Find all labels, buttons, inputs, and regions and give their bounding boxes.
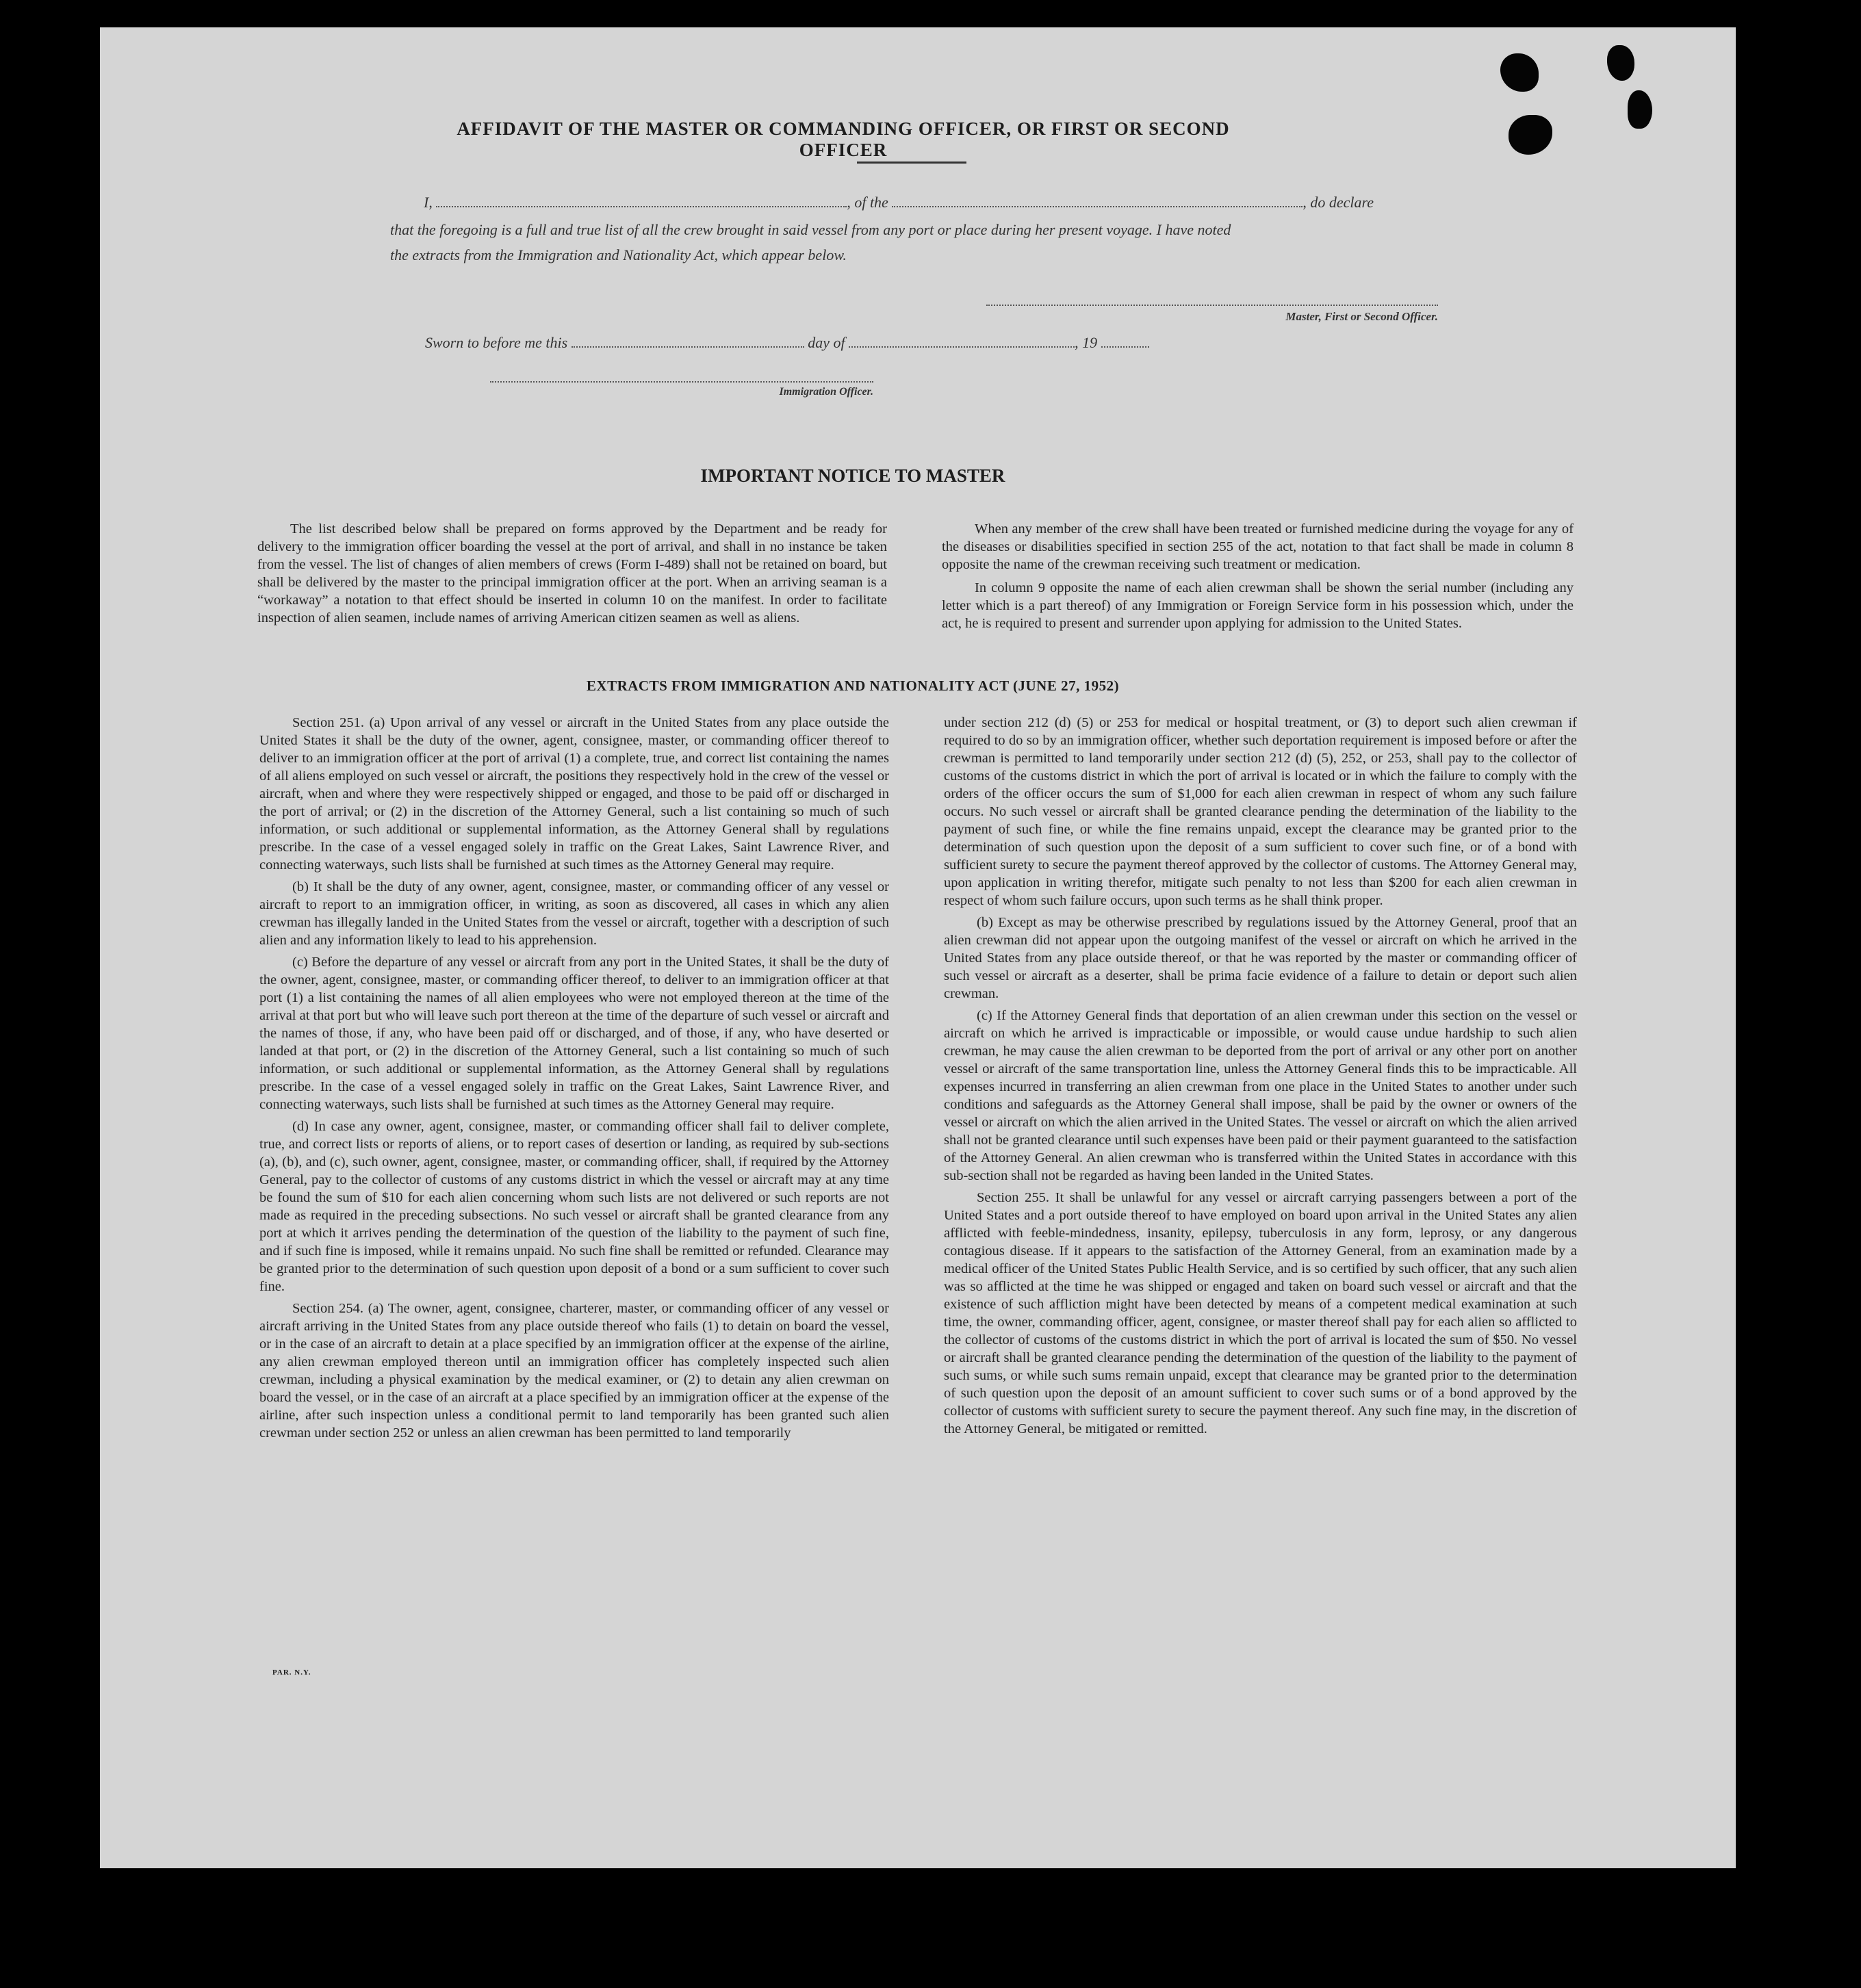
extracts-title: EXTRACTS FROM IMMIGRATION AND NATIONALITY ACT (JUNE 27, 1952) xyxy=(586,677,1120,694)
declarant-name-blank xyxy=(436,196,847,207)
torn-corner-mark xyxy=(1628,90,1652,129)
notice-right-column xyxy=(942,520,1574,632)
declaration-text-line-2: that the foregoing is a full and true list of all the crew brought in said vessel from any port or place during her present voyage. I have noted xyxy=(390,221,1231,238)
document-page xyxy=(100,27,1736,1868)
sworn-line xyxy=(425,334,1315,352)
sworn-year-text: , 19 xyxy=(1075,334,1098,351)
immigration-officer-signature-line xyxy=(490,381,873,383)
declaration-line xyxy=(424,194,1546,211)
section-251-a: Section 251. (a) Upon arrival of any vessel or aircraft in the United States from any place outside the United States it shall be the duty of the owner, agent, consignee, master, or commanding officer thereof to deliver to an immigration officer at the port of arrival (1) a complete, true, and correct list containing the names of all aliens employed on such vessel or aircraft, the positions they respectively hold in the crew of the vessel or aircraft, when and where they were respectively shipped or engaged, and those to be paid off or discharged in the port of arrival; or (2) in the discretion of the Attorney General, such a list containing so much of such information, or such additional or supplemental information, as the Attorney General shall by regulations prescribe. In the case of a vessel engaged solely in traffic on the Great Lakes, Saint Lawrence River, and connecting waterways, such lists shall be furnished at such times as the Attorney General may require. xyxy=(259,715,889,873)
notice-paragraph: In column 9 opposite the name of each alien crewman shall be shown the serial number (including any letter which is a part thereof) of any Immigration or Foreign Service form in his possession which, under the act, he is required to present and surrender upon applying for admission to the United States. xyxy=(942,580,1574,631)
section-254-a-continued: under section 212 (d) (5) or 253 for medical or hospital treatment, or (3) to deport such alien crewman if required to do so by an immigration officer, whether such deportation requirement is imposed before or after the crewman is permitted to land temporarily under section 212 (d) (5), 252, or 253, shall pay to the collector of customs of the customs district in which the port of arrival is located or in which the failure to comply with the orders of the officer occurs the sum of $1,000 for each alien crewman in respect of whom any such failure occurs. No such vessel or aircraft shall be granted clearance pending the determination of the liability to the payment of such fine, or while the fine remains unpaid, except the clearance may be granted prior to the determination of such question upon the deposit of a sum sufficient to cover such fine, or of a bond with sufficient surety to secure the payment thereof approved by the collector of customs. The Attorney General may, upon application in writing therefor, mitigate such penalty to not less than $200 for each alien crewman in respect of whom such failure occurs, upon such terms as he shall think proper. xyxy=(944,715,1577,908)
extracts-left-column xyxy=(259,714,889,1442)
sworn-year-blank xyxy=(1101,337,1149,348)
affidavit-title: AFFIDAVIT OF THE MASTER OR COMMANDING OFFICER, OR FIRST OR SECOND OFFICER xyxy=(457,118,1230,160)
printer-code: PAR. N.Y. xyxy=(272,1668,311,1677)
section-254-c: (c) If the Attorney General finds that deportation of an alien crewman under this section on the vessel or aircraft on which he arrived is impracticable or impossible, or would cause undue hardship to such alien crewman, he may cause the alien crewman to be deported from the port of arrival or any other port on another vessel or aircraft of the same transportation line, unless the Attorney General finds this to be impracticable. All expenses incurred in transferring an alien crewman from one place in the United States to another under such conditions and safeguards as the Attorney General shall impose, shall be paid by the owner or owners of the vessel or aircraft on which the alien arrived in the United States. The vessel or aircraft on which the alien arrived shall not be granted clearance until such expenses have been paid or their payment guaranteed to the satisfaction of the Attorney General. An alien crewman who is transferred within the United States in accordance with this sub-section shall not be regarded as having been landed in the United States. xyxy=(944,1008,1577,1183)
sworn-day-blank xyxy=(572,337,804,348)
sworn-prefix: Sworn to before me this xyxy=(425,334,568,351)
notice-paragraph: The list described below shall be prepared on forms approved by the Department and be ready for delivery to the immigration officer boarding the vessel at the port of arrival, and shall in no instance be taken from the vessel. The list of changes of alien members of crews (Form I-489) shall not be retained on board, but shall be delivered by the master to the principal immigration officer at the port. When an arriving seaman is a “workaway” a notation to that effect should be inserted in column 10 on the manifest. In order to facilitate inspection of alien seamen, include names of arriving American citizen seamen as well as aliens. xyxy=(257,521,887,625)
section-255: Section 255. It shall be unlawful for any vessel or aircraft carrying passengers between a port of the United States and a port outside thereof to have employed on board upon arrival in the United States any alien afflicted with feeble-mindedness, insanity, epilepsy, tuberculosis in any form, leprosy, or any dangerous contagious disease. If it appears to the satisfaction of the Attorney General, from an examination made by a medical officer of the United States Public Health Service, and is so certified by such officer, that any such alien was so afflicted at the time he was shipped or engaged and taken on board such vessel or aircraft and that the existence of such affliction might have been detected by means of a competent medical examination at such time, the owner, commanding officer, agent, consignee, or master thereof shall pay for each alien so afflicted to the collector of customs of the customs district in which the port of arrival is located the sum of $50. No vessel or aircraft shall be granted clearance pending the determination of the question of the liability to the payment of such sums, or while such sums remain unpaid, except that clearance may be granted prior to the determination of such question upon the deposit of an amount sufficient to cover such sums or of a bond approved by the collector of customs with sufficient surety to secure the payment thereof. Any such fine may, in the discretion of the Attorney General, be mitigated or remitted. xyxy=(944,1190,1577,1436)
torn-corner-mark xyxy=(1500,53,1539,92)
vessel-name-blank xyxy=(892,196,1302,207)
extracts-right-column xyxy=(944,714,1577,1438)
section-251-c: (c) Before the departure of any vessel or aircraft from any port in the United States, it shall be the duty of the owner, agent, consignee, master, or commanding officer thereof, to deliver to an immigration officer at that port (1) a list containing the names of all alien employees who were not employed thereon at the time of the arrival at that port but who will leave such port thereon at the time of the departure of such vessel or aircraft and the names of those, if any, who have been paid off or discharged, and of those, if any, who have deserted or landed at that port, or (2) in the discretion of the Attorney General, such a list containing so much of such information, or such additional or supplemental information, as the Attorney General shall by regulations prescribe. In the case of a vessel engaged solely in traffic on the Great Lakes, Saint Lawrence River, and connecting waterways, such lists shall be furnished at such times as the Attorney General may require. xyxy=(259,955,889,1112)
torn-corner-mark xyxy=(1509,115,1552,155)
master-signature-label: Master, First or Second Officer. xyxy=(1285,310,1438,323)
declarant-prefix: I, xyxy=(424,194,433,211)
do-declare-text: , do declare xyxy=(1302,194,1374,211)
section-251-b: (b) It shall be the duty of any owner, agent, consignee, master, or commanding officer of any vessel or aircraft to report to an immigration officer, in writing, as soon as discovered, all cases in which any alien crewman has illegally landed in the United States from the vessel or aircraft, together with a description of such alien and any information likely to lead to his apprehension. xyxy=(259,879,889,948)
of-the-text: , of the xyxy=(847,194,888,211)
title-rule xyxy=(857,162,966,164)
section-254-a: Section 254. (a) The owner, agent, consignee, charterer, master, or commanding officer of any vessel or aircraft arriving in the United States from any place outside thereof who fails (1) to detain on board the vessel, or in the case of an aircraft to detain at a place specified by an immigration officer at the expense of the airline, any alien crewman employed thereon until an immigration officer has completely inspected such alien crewman, including a physical examination by the medical examiner, or (2) to detain any alien crewman on board the vessel, or in the case of an aircraft at a place specified by an immigration officer at the expense of the airline, after such inspection unless a conditional permit to land temporarily has been granted such alien crewman under section 252 or unless an alien crewman has been permitted to land temporarily xyxy=(259,1301,889,1441)
day-of-text: day of xyxy=(808,334,845,351)
sworn-month-blank xyxy=(849,337,1075,348)
section-254-b: (b) Except as may be otherwise prescribed by regulations issued by the Attorney General, proof that an alien crewman did not appear upon the outgoing manifest of the vessel or aircraft on which he arrived in the United States from any place outside thereof, or that he was reported by the master or commanding officer of such vessel or aircraft as a deserter, shall be prima facie evidence of a failure to detain or deport such alien crewman. xyxy=(944,915,1577,1001)
torn-corner-mark xyxy=(1607,45,1634,81)
section-251-d: (d) In case any owner, agent, consignee, master, or commanding officer shall fail to deliver complete, true, and correct lists or reports of aliens, or to report cases of desertion or landing, as required by sub-sections (a), (b), and (c), such owner, agent, consignee, master, or commanding officer, shall, if required by the Attorney General, pay to the collector of customs of any customs district in which the vessel or aircraft may at any time be found the sum of $10 for each alien concerning whom such lists are not delivered or such reports are not made as required in the preceding subsections. No such vessel or aircraft shall be granted clearance from any port at which it arrives pending the determination of the question of the liability to the payment of such fine, and if such fine is imposed, while it remains unpaid. No such fine shall be remitted or refunded. Clearance may be granted prior to the determination of such question upon deposit of a bond or a sum sufficient to cover such fine. xyxy=(259,1119,889,1294)
master-signature-line xyxy=(986,305,1438,306)
notice-title: IMPORTANT NOTICE TO MASTER xyxy=(700,465,1005,486)
notice-paragraph: When any member of the crew shall have been treated or furnished medicine during the voyage for any of the diseases or disabilities specified in section 255 of the act, notation to that fact shall be made in column 8 opposite the name of the crewman receiving such treatment or medication. xyxy=(942,521,1574,572)
declaration-text-line-3: the extracts from the Immigration and Nationality Act, which appear below. xyxy=(390,246,847,263)
notice-left-column xyxy=(257,520,887,627)
immigration-officer-label: Immigration Officer. xyxy=(779,386,873,398)
